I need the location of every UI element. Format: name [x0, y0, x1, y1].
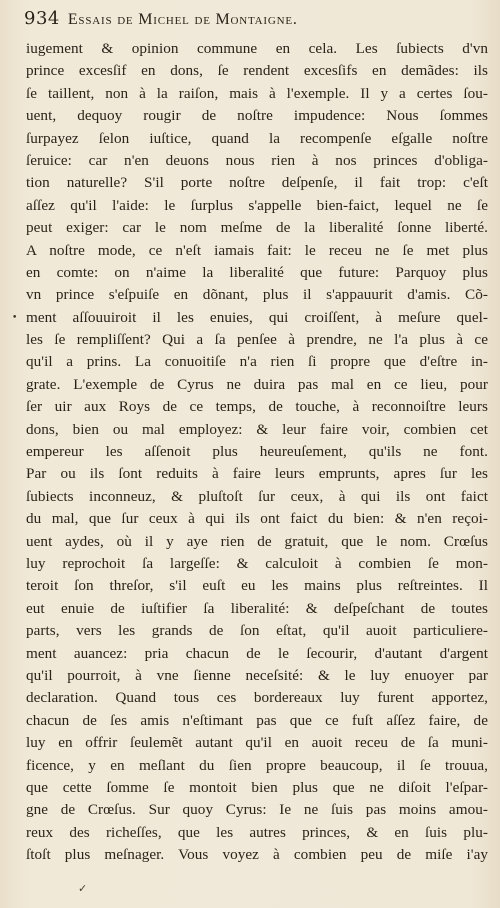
margin-dot-mark: •: [12, 313, 18, 323]
text-line: ficence, y en meſlant du ſien propre beaucoup, il ſe trouua,: [26, 756, 488, 774]
text-line: du mal, que ſur ceux à qui ils ont faict du bien: & n'en reçoi-: [26, 510, 488, 528]
text-line: ſubiects inconneuz, & pluſtoſt ſur ceux, à qui ils ont faict: [26, 487, 488, 505]
text-line: uent aydes, où il y aye rien de gratuit, que le nom. Crœſus: [26, 532, 488, 550]
text-line: peut exiger: car le nom meſme de la liberalité ſonne liberté.: [26, 219, 488, 237]
text-line: aſſez qu'il l'aide: le ſurplus s'appelle bien-faict, lequel ne ſe: [26, 196, 488, 214]
text-line: tion naturelle? S'il porte noſtre deſpenſe, il fait trop: c'eſt: [26, 174, 488, 192]
text-line: que cette ſomme ſe montoit bien plus que ne diſoit l'eſpar-: [26, 778, 488, 796]
footer-mark: ✓: [78, 882, 88, 895]
body-text: [26, 38, 488, 866]
text-line: gne de Crœſus. Sur quoy Cyrus: Ie ne ſuis pas moins amou-: [26, 801, 488, 819]
page-header: [24, 8, 480, 36]
text-line: iugement & opinion commune en cela. Les ſubiects d'vn: [26, 40, 488, 57]
text-line: ment aſſouuiroit il les enuies, qui croiſſent, à meſure quel-: [26, 308, 488, 326]
text-line: uent, dequoy rougir de noſtre impudence: Nous ſommes: [26, 107, 488, 125]
text-line: vn prince s'eſpuiſe en dõnant, plus il s'appauurit d'amis. Cõ-: [26, 286, 488, 304]
text-line: declaration. Quand tous ces bordereaux luy furent apportez,: [26, 689, 488, 707]
text-line: ſeruice: car n'en deuons nous rien à nos princes d'obliga-: [26, 151, 488, 169]
text-line: ment auancez: pria chacun de le ſecourir, d'autant d'argent: [26, 644, 488, 662]
text-line: ſtoſt plus meſnager. Vous voyez à combien peu de miſe i'ay: [26, 846, 488, 864]
text-line: qu'il a prins. La conuoitiſe n'a rien ſi propre que d'eſtre in-: [26, 353, 488, 371]
text-line: teroit ſon threſor, s'il euſt eu les mains plus reſtreintes. Il: [26, 577, 488, 595]
text-line: ſer uir aux Roys de ce temps, de touche, à reconnoiſtre leurs: [26, 398, 488, 416]
page-number: 934: [24, 8, 60, 29]
text-line: parts, vers les grands de ſon eſtat, qu'il auoit particuliere-: [26, 622, 488, 640]
text-line: empereur les aſſenoit plus heureuſement, qu'ils ne font.: [26, 443, 488, 461]
text-line: ſurpayez ſelon iuſtice, quand la recompenſe eſgalle noſtre: [26, 129, 488, 147]
text-line: dons, bien ou mal employez: & leur faire voir, combien cet: [26, 420, 488, 438]
text-line: prince excesſif en dons, ſe rendent excesſifs en demãdes: ils: [26, 62, 488, 80]
text-line: Par ou ils ſont reduits à faire leurs emprunts, apres ſur les: [26, 465, 488, 483]
text-line: luy reprochoit ſa largeſſe: & calculoit à combien ſe mon-: [26, 554, 488, 572]
text-line: chacun de ſes amis n'eſtimant pas que ce fuſt aſſez faire, de: [26, 711, 488, 729]
running-head: Essais de Michel de Montaigne.: [67, 11, 298, 28]
text-line: en comte: on n'aime la liberalité que future: Parquoy plus: [26, 263, 488, 281]
text-line: A noſtre mode, ce n'eſt iamais fait: le receu ne ſe met plus: [26, 241, 488, 259]
text-line: luy en offrir ſeulemẽt autant qu'il en auoit receu de ſa muni-: [26, 734, 488, 752]
text-line: qu'il pourroit, à vne ſienne neceſsité: & le luy enuoyer par: [26, 666, 488, 684]
text-line: grate. L'exemple de Cyrus ne duira pas mal en ce lieu, pour: [26, 375, 488, 393]
text-line: eut enuie de iuſtifier ſa liberalité: & deſpeſchant de toutes: [26, 599, 488, 617]
text-line: les ſe rempliſſent? Qui a ſa penſee à prendre, ne l'a plus à ce: [26, 331, 488, 349]
text-line: reux des richeſſes, que les autres princes, & en ſuis plu-: [26, 823, 488, 841]
text-line: ſe taillent, non à la raiſon, mais à l'exemple. Il y a certes ſou-: [26, 84, 488, 102]
